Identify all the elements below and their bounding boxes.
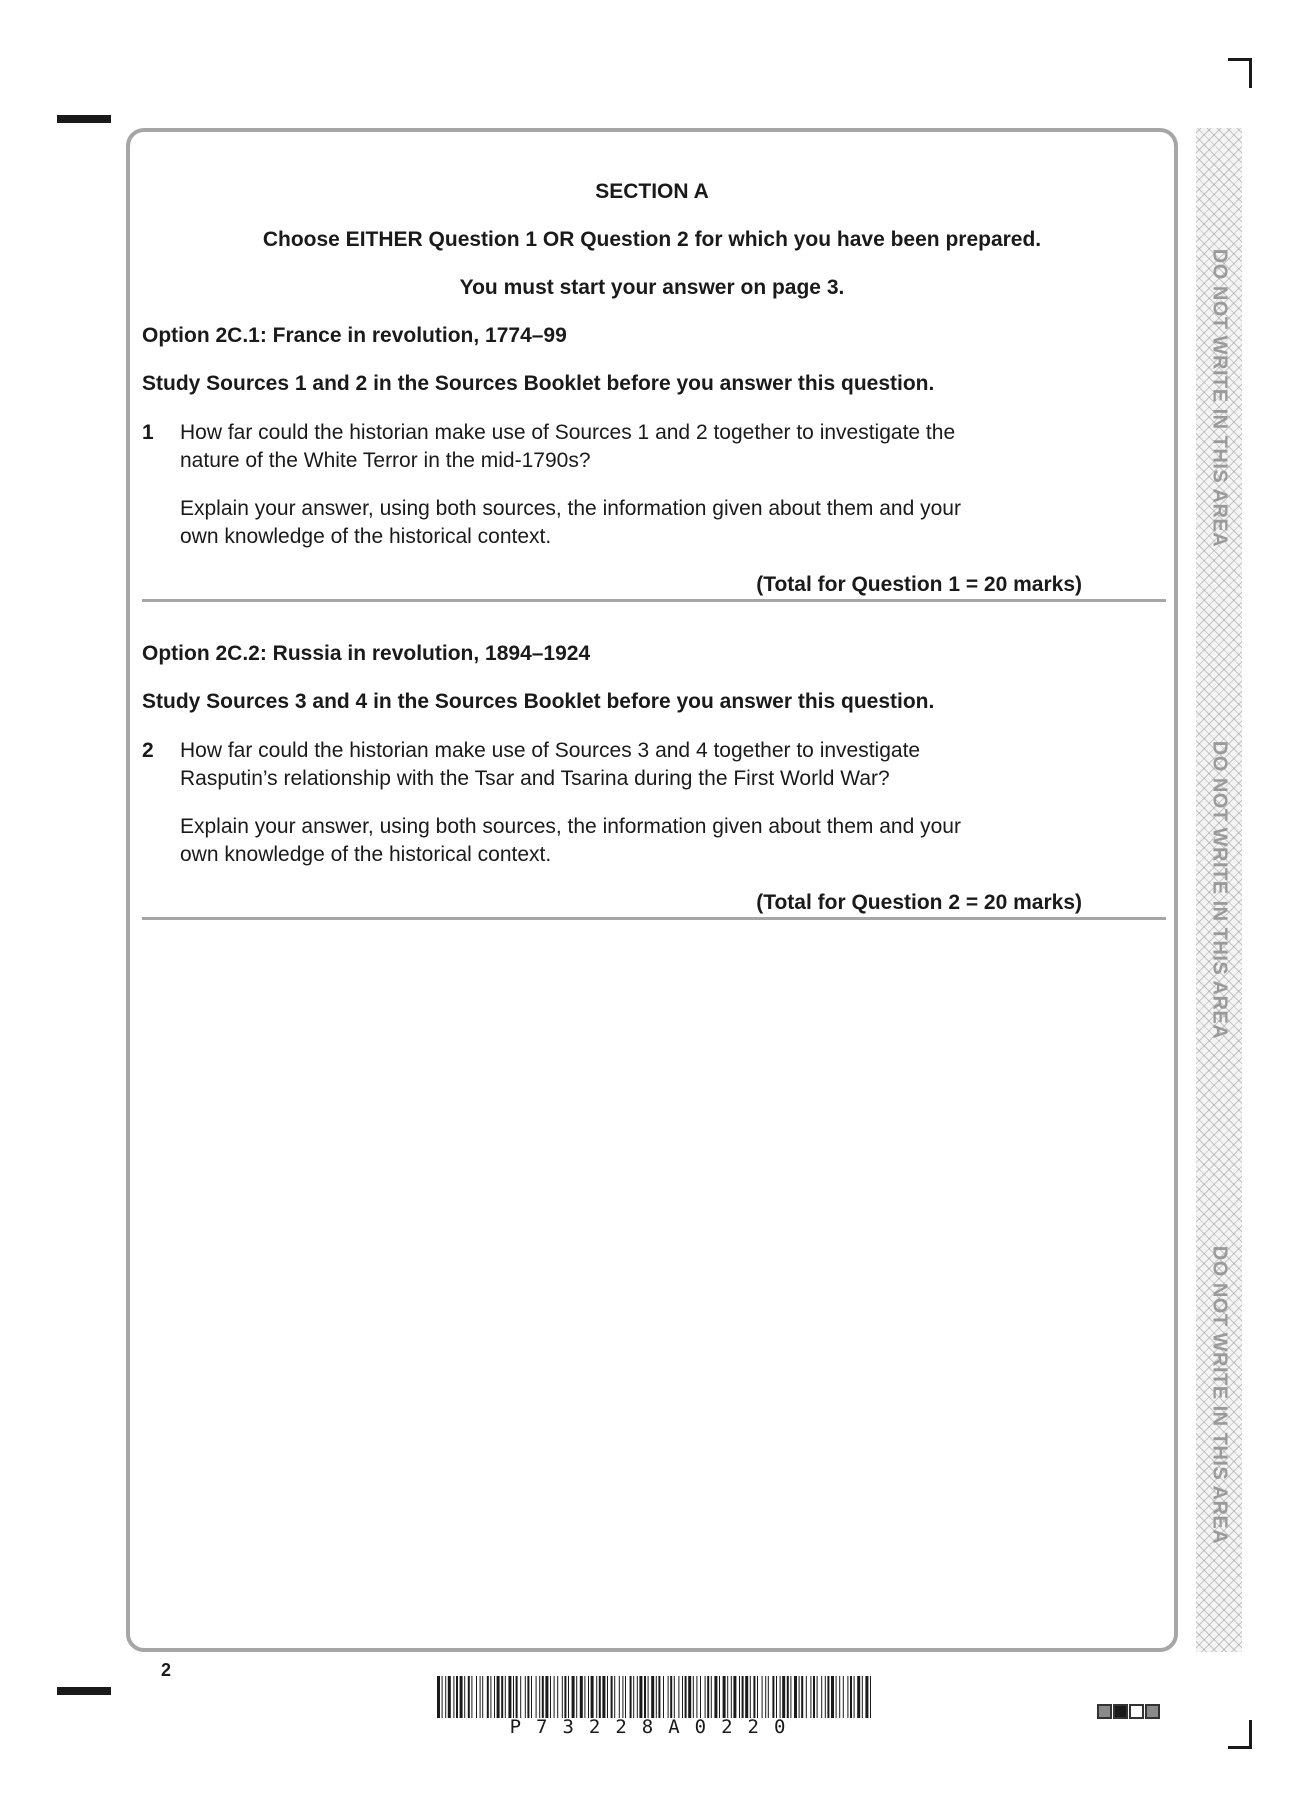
barcode-bar xyxy=(700,1676,701,1718)
indicator-square xyxy=(1113,1704,1128,1719)
barcode-bar xyxy=(782,1676,785,1718)
barcode-bar xyxy=(827,1676,829,1718)
barcode-bar xyxy=(508,1676,511,1718)
barcode-bar xyxy=(625,1676,626,1718)
barcode-bar xyxy=(780,1676,781,1718)
barcode-bar xyxy=(776,1676,777,1718)
barcode-bar xyxy=(456,1676,458,1718)
option-2-heading: Option 2C.2: Russia in revolution, 1894–1924 xyxy=(142,642,591,665)
barcode-text: P73228A0220 xyxy=(509,1716,801,1738)
indicator-square xyxy=(1129,1704,1144,1719)
page-number: 2 xyxy=(161,1660,172,1680)
question-2-marks: (Total for Question 2 = 20 marks) xyxy=(756,891,1082,914)
barcode-bar xyxy=(696,1676,697,1718)
barcode-bar xyxy=(464,1676,465,1718)
barcode-bar xyxy=(801,1676,803,1718)
barcode-bar xyxy=(572,1676,575,1718)
barcode-bar xyxy=(557,1676,558,1718)
barcode-bar xyxy=(588,1676,589,1718)
barcode-bar xyxy=(806,1676,807,1718)
barcode-bar xyxy=(688,1676,691,1718)
barcode-bar xyxy=(836,1676,837,1718)
barcode-bar xyxy=(857,1676,860,1718)
barcode-bar xyxy=(745,1676,748,1718)
instruction-start-page: You must start your answer on page 3. xyxy=(459,276,845,299)
barcode-bar xyxy=(622,1676,623,1718)
barcode-bar xyxy=(580,1676,583,1718)
barcode-bar xyxy=(678,1676,679,1718)
section-title: SECTION A xyxy=(595,180,709,203)
margin-warning: DO NOT WRITE IN THIS AREA xyxy=(1208,740,1231,1040)
barcode-bar xyxy=(821,1676,822,1718)
barcode-bar xyxy=(739,1676,740,1718)
barcode-bar xyxy=(854,1676,855,1718)
barcode-bar xyxy=(494,1676,495,1718)
question-1-text: How far could the historian make use of Sources 1 and 2 together to investigate the xyxy=(180,421,956,444)
page-indicator-squares xyxy=(1097,1704,1161,1724)
barcode-bar xyxy=(813,1676,815,1718)
barcode-bar xyxy=(810,1676,811,1718)
question-2-text: How far could the historian make use of Sources 3 and 4 together to investigate xyxy=(180,739,921,762)
barcode-bar xyxy=(471,1676,472,1718)
barcode-bar xyxy=(564,1676,566,1718)
barcode-bar xyxy=(501,1676,503,1718)
barcode-bar xyxy=(539,1676,540,1718)
barcode-bar xyxy=(460,1676,463,1718)
barcode-bar xyxy=(787,1676,789,1718)
barcode-bar xyxy=(516,1676,518,1718)
barcode-bar xyxy=(753,1676,755,1718)
barcode-bar xyxy=(651,1676,654,1718)
barcode xyxy=(437,1676,873,1718)
barcode-bar xyxy=(870,1676,871,1718)
barcode-bar xyxy=(674,1676,675,1718)
barcode-bar xyxy=(727,1676,728,1718)
barcode-bar xyxy=(591,1676,594,1718)
registration-bar-top xyxy=(57,115,111,123)
barcode-bar xyxy=(733,1676,736,1718)
barcode-bar xyxy=(839,1676,840,1718)
barcode-bar xyxy=(445,1676,446,1718)
barcode-bar xyxy=(568,1676,569,1718)
question-2-number: 2 xyxy=(142,739,154,762)
barcode-bar xyxy=(525,1676,526,1718)
barcode-bar xyxy=(614,1676,615,1718)
barcode-bar xyxy=(656,1676,657,1718)
question-1-number: 1 xyxy=(142,421,154,444)
margin-warning: DO NOT WRITE IN THIS AREA xyxy=(1208,248,1231,548)
barcode-bar xyxy=(768,1676,769,1718)
barcode-bar xyxy=(490,1676,491,1718)
barcode-bar xyxy=(480,1676,481,1718)
barcode-bar xyxy=(602,1676,605,1718)
barcode-bar xyxy=(505,1676,506,1718)
barcode-bar xyxy=(536,1676,537,1718)
barcode-bar xyxy=(584,1676,585,1718)
question-1-text: nature of the White Terror in the mid-1790s? xyxy=(180,449,591,472)
barcode-bar xyxy=(825,1676,826,1718)
indicator-square xyxy=(1145,1704,1160,1719)
barcode-bar xyxy=(719,1676,720,1718)
barcode-bar xyxy=(790,1676,791,1718)
barcode-bar xyxy=(707,1676,709,1718)
question-1-explain: Explain your answer, using both sources, the information given about them and your xyxy=(180,497,961,520)
barcode-bar xyxy=(663,1676,664,1718)
barcode-bar xyxy=(550,1676,551,1718)
instruction-choose: Choose EITHER Question 1 OR Question 2 for which you have been prepared. xyxy=(262,228,1042,251)
barcode-bar xyxy=(596,1676,597,1718)
barcode-bar xyxy=(762,1676,763,1718)
barcode-bar xyxy=(520,1676,521,1718)
question-1-marks: (Total for Question 1 = 20 marks) xyxy=(756,573,1082,596)
barcode-bar xyxy=(658,1676,660,1718)
barcode-bar xyxy=(453,1676,454,1718)
barcode-bar xyxy=(554,1676,555,1718)
barcode-bar xyxy=(772,1676,774,1718)
registration-bar-bottom xyxy=(57,1687,111,1695)
barcode-bar xyxy=(476,1676,477,1718)
crop-mark-bottom-right xyxy=(1249,1720,1252,1749)
barcode-bar xyxy=(799,1676,800,1718)
barcode-bar xyxy=(497,1676,500,1718)
barcode-bar xyxy=(723,1676,726,1718)
barcode-bar xyxy=(633,1676,634,1718)
indicator-square xyxy=(1097,1704,1112,1719)
option-1-heading: Option 2C.1: France in revolution, 1774–99 xyxy=(142,324,567,347)
barcode-bar xyxy=(637,1676,638,1718)
barcode-bar xyxy=(607,1676,608,1718)
barcode-bar xyxy=(794,1676,797,1718)
barcode-bar xyxy=(562,1676,563,1718)
barcode-bar xyxy=(513,1676,514,1718)
question-2-explain: Explain your answer, using both sources, the information given about them and your xyxy=(180,815,961,838)
barcode-bar xyxy=(865,1676,868,1718)
barcode-bar xyxy=(630,1676,632,1718)
barcode-bar xyxy=(448,1676,451,1718)
barcode-bar xyxy=(482,1676,483,1718)
barcode-bar xyxy=(648,1676,649,1718)
barcode-bar xyxy=(693,1676,694,1718)
divider-rule xyxy=(142,917,1166,920)
barcode-bar xyxy=(531,1676,532,1718)
barcode-bar xyxy=(527,1676,529,1718)
barcode-bar xyxy=(639,1676,642,1718)
barcode-bar xyxy=(611,1676,613,1718)
margin-warning: DO NOT WRITE IN THIS AREA xyxy=(1208,1245,1231,1545)
barcode-bar xyxy=(437,1676,440,1718)
barcode-bar xyxy=(862,1676,863,1718)
barcode-bar xyxy=(442,1676,443,1718)
barcode-bar xyxy=(705,1676,706,1718)
barcode-bar xyxy=(670,1676,672,1718)
barcode-bar xyxy=(847,1676,848,1718)
crop-mark-top-right xyxy=(1249,58,1252,88)
divider-rule xyxy=(142,599,1166,602)
barcode-bar xyxy=(831,1676,834,1718)
barcode-bar xyxy=(742,1676,744,1718)
barcode-bar xyxy=(757,1676,758,1718)
barcode-bar xyxy=(542,1676,544,1718)
barcode-bar xyxy=(468,1676,470,1718)
barcode-bar xyxy=(619,1676,620,1718)
barcode-bar xyxy=(576,1676,577,1718)
option-1-study-instruction: Study Sources 1 and 2 in the Sources Booklet before you answer this question. xyxy=(142,372,935,395)
barcode-bar xyxy=(843,1676,844,1718)
barcode-bar xyxy=(644,1676,646,1718)
barcode-bar xyxy=(682,1676,683,1718)
option-2-study-instruction: Study Sources 3 and 4 in the Sources Booklet before you answer this question. xyxy=(142,690,935,713)
question-2-explain: own knowledge of the historical context. xyxy=(180,843,552,866)
barcode-bar xyxy=(817,1676,818,1718)
barcode-bar xyxy=(599,1676,601,1718)
barcode-bar xyxy=(765,1676,766,1718)
barcode-bar xyxy=(850,1676,852,1718)
barcode-bar xyxy=(750,1676,751,1718)
barcode-bar xyxy=(714,1676,717,1718)
barcode-bar xyxy=(685,1676,687,1718)
barcode-bar xyxy=(711,1676,712,1718)
barcode-bar xyxy=(731,1676,732,1718)
question-2-text: Rasputin’s relationship with the Tsar and Tsarina during the First World War? xyxy=(180,767,890,790)
question-1-explain: own knowledge of the historical context. xyxy=(180,525,552,548)
barcode-bar xyxy=(668,1676,669,1718)
barcode-bar xyxy=(487,1676,489,1718)
barcode-bar xyxy=(545,1676,548,1718)
